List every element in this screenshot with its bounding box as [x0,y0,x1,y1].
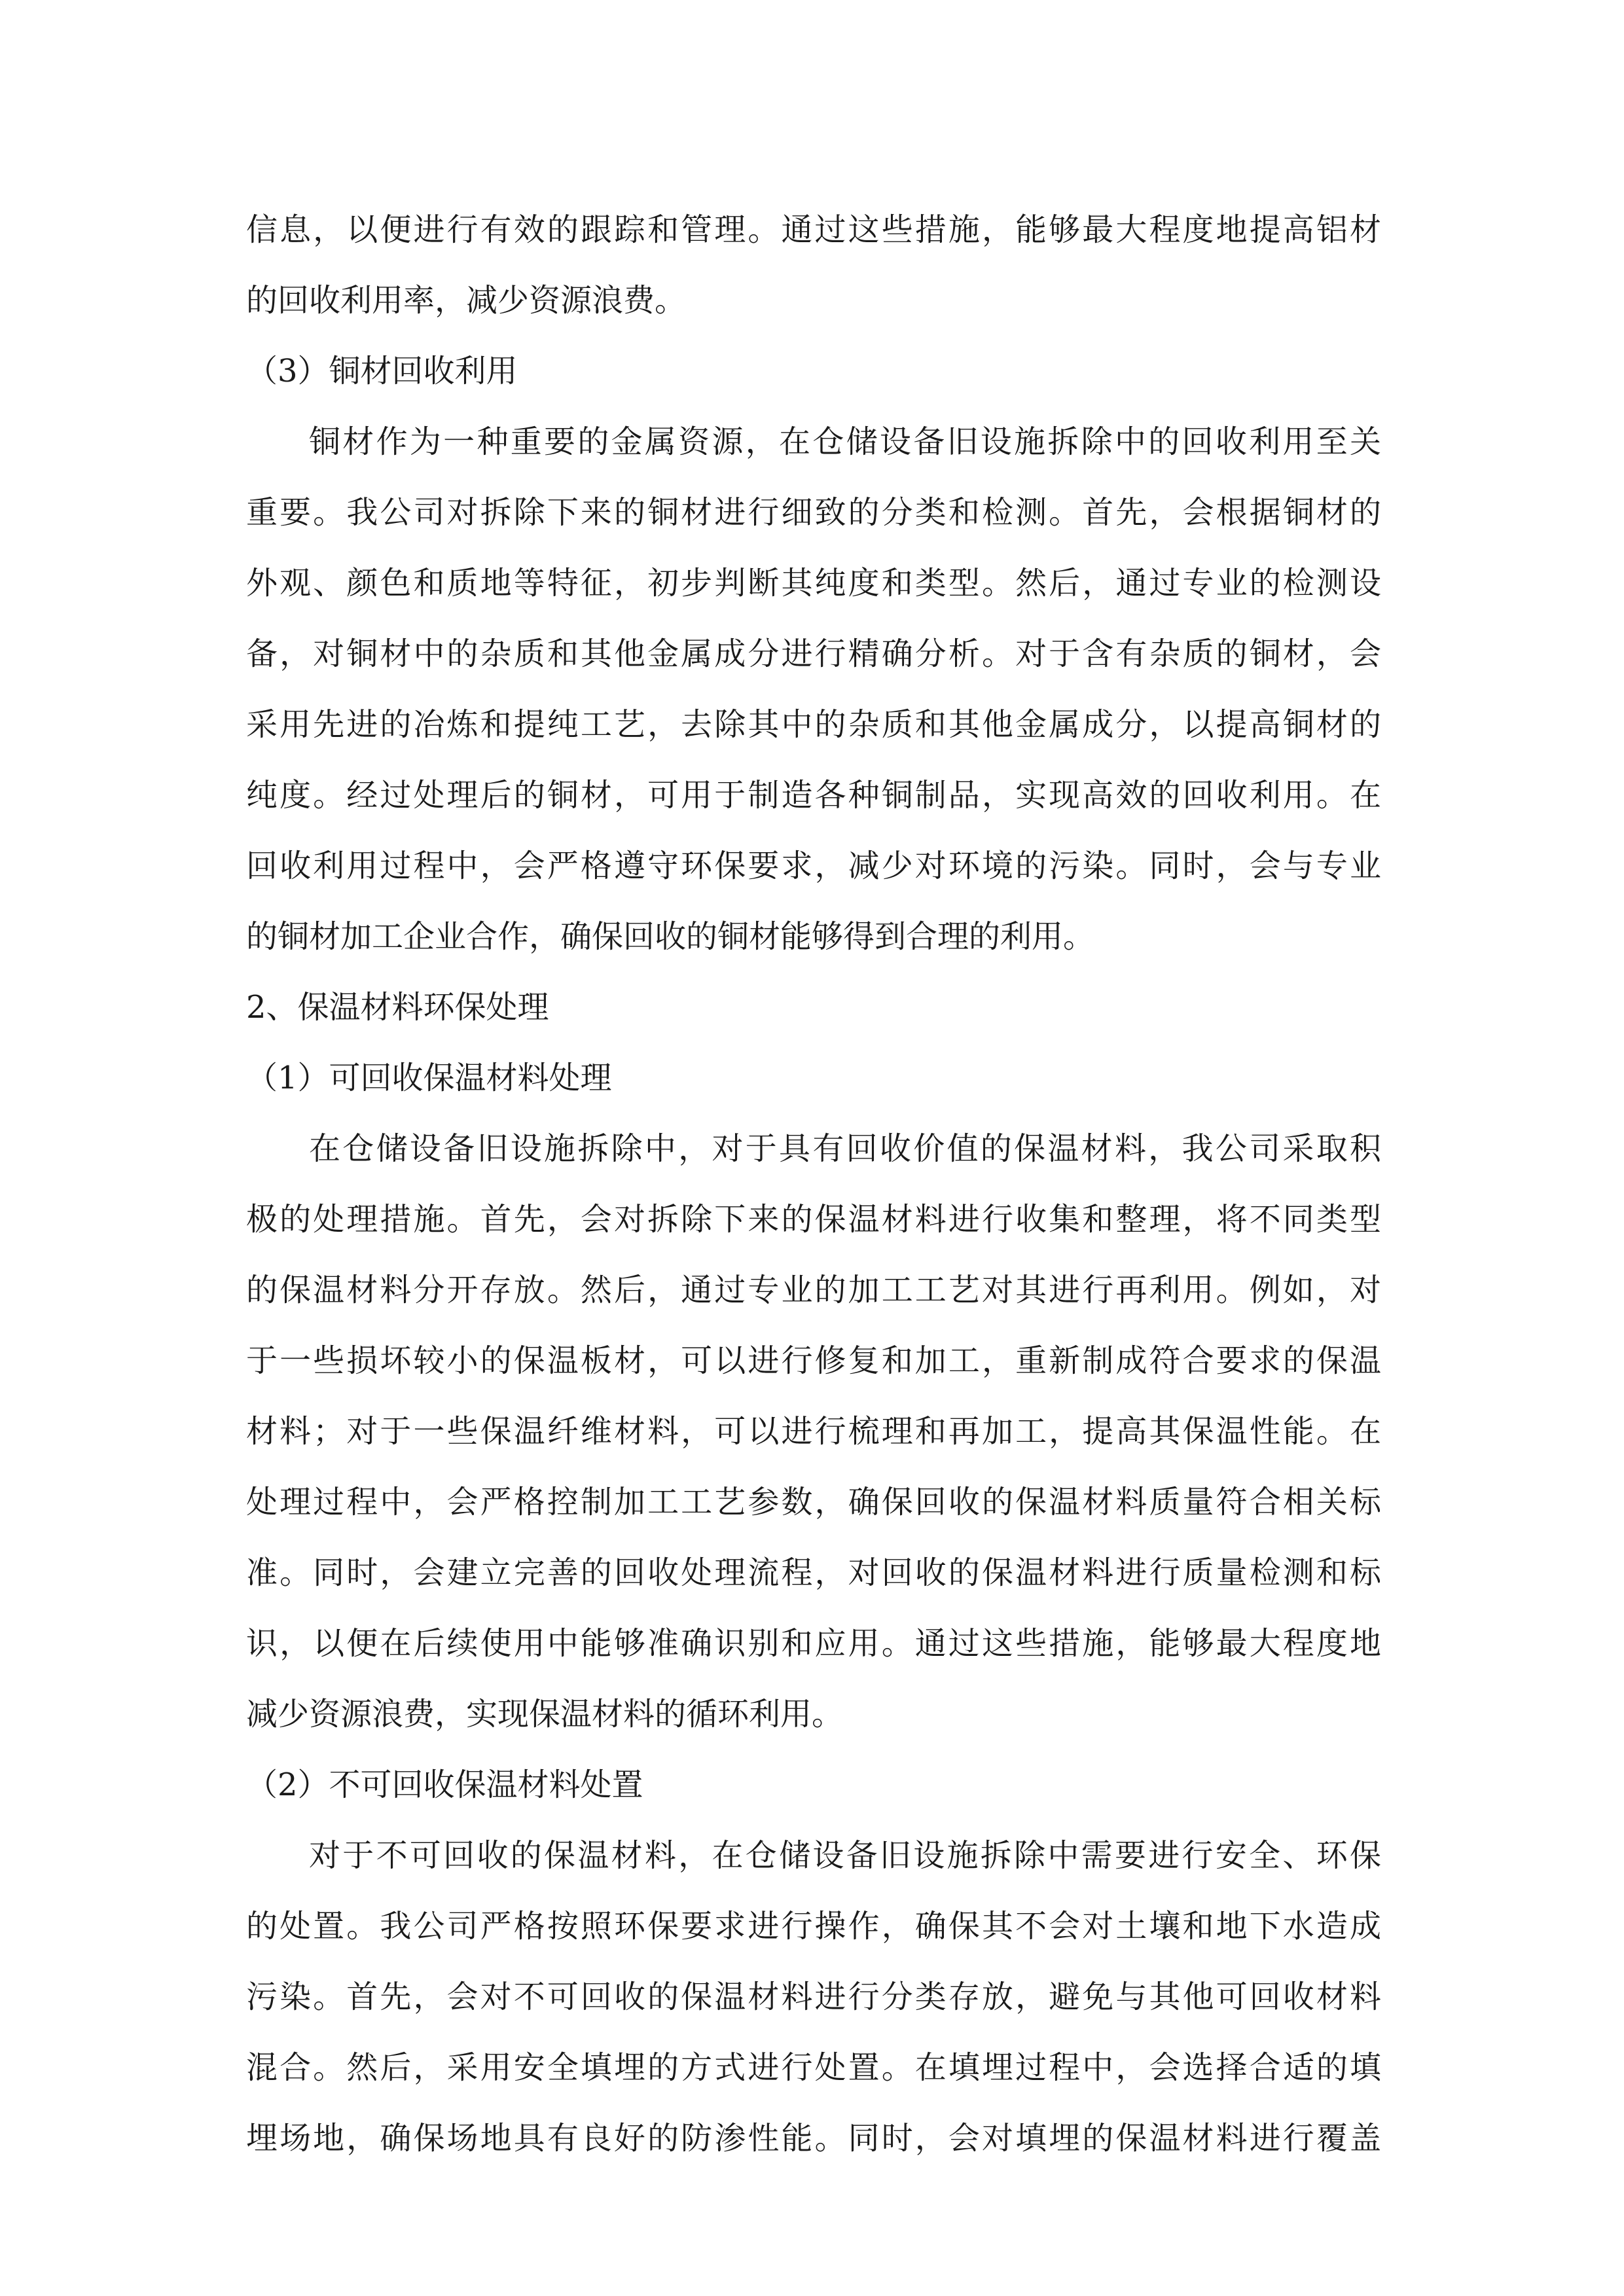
paragraph-line: 的处置。我公司严格按照环保要求进行操作，确保其不会对土壤和地下水造成 [246,1908,1381,1945]
paragraph-line: 的保温材料分开存放。然后，通过专业的加工工艺对其进行再利用。例如，对 [246,1272,1381,1308]
paragraph-line: 的铜材加工企业合作，确保回收的铜材能够得到合理的利用。 [246,918,1095,955]
paragraph-line: 回收利用过程中，会严格遵守环保要求，减少对环境的污染。同时，会与专业 [246,848,1381,884]
paragraph-line: 极的处理措施。首先，会对拆除下来的保温材料进行收集和整理，将不同类型 [246,1201,1381,1238]
paragraph-line: 外观、颜色和质地等特征，初步判断其纯度和类型。然后，通过专业的检测设 [246,565,1381,601]
paragraph-line: 混合。然后，采用安全填埋的方式进行处置。在填埋过程中，会选择合适的填 [246,2049,1381,2086]
paragraph-line: 信息，以便进行有效的跟踪和管理。通过这些措施，能够最大程度地提高铝材 [246,211,1381,248]
paragraph-line: 重要。我公司对拆除下来的铜材进行细致的分类和检测。首先，会根据铜材的 [246,494,1381,531]
paragraph-line: 采用先进的冶炼和提纯工艺，去除其中的杂质和其他金属成分，以提高铜材的 [246,706,1381,743]
document-body [246,194,1381,2174]
paragraph-line: 纯度。经过处理后的铜材，可用于制造各种铜制品，实现高效的回收利用。在 [246,777,1381,814]
paragraph-line: 在仓储设备旧设施拆除中，对于具有回收价值的保温材料，我公司采取积 [309,1130,1381,1167]
paragraph-line: 材料；对于一些保温纤维材料，可以进行梳理和再加工，提高其保温性能。在 [246,1413,1381,1450]
paragraph-line: 准。同时，会建立完善的回收处理流程，对回收的保温材料进行质量检测和标 [246,1554,1381,1591]
paragraph-line: 减少资源浪费，实现保温材料的循环利用。 [246,1696,844,1732]
section-heading: （3）铜材回收利用 [246,353,518,389]
paragraph-line: 铜材作为一种重要的金属资源，在仓储设备旧设施拆除中的回收利用至关 [309,423,1381,460]
paragraph-line: 的回收利用率，减少资源浪费。 [246,282,687,319]
paragraph-line: 埋场地，确保场地具有良好的防渗性能。同时，会对填埋的保温材料进行覆盖 [246,2120,1381,2157]
section-heading: 2、保温材料环保处理 [246,989,549,1026]
paragraph-line: 识，以便在后续使用中能够准确识别和应用。通过这些措施，能够最大程度地 [246,1625,1381,1662]
subsection-heading: （1）可回收保温材料处理 [246,1060,612,1096]
subsection-heading: （2）不可回收保温材料处置 [246,1767,643,1803]
paragraph-line: 对于不可回收的保温材料，在仓储设备旧设施拆除中需要进行安全、环保 [309,1837,1381,1874]
paragraph-line: 于一些损坏较小的保温板材，可以进行修复和加工，重新制成符合要求的保温 [246,1342,1381,1379]
paragraph-line: 污染。首先，会对不可回收的保温材料进行分类存放，避免与其他可回收材料 [246,1979,1381,2015]
paragraph-line: 处理过程中，会严格控制加工工艺参数，确保回收的保温材料质量符合相关标 [246,1484,1381,1520]
paragraph-line: 备，对铜材中的杂质和其他金属成分进行精确分析。对于含有杂质的铜材，会 [246,636,1381,672]
